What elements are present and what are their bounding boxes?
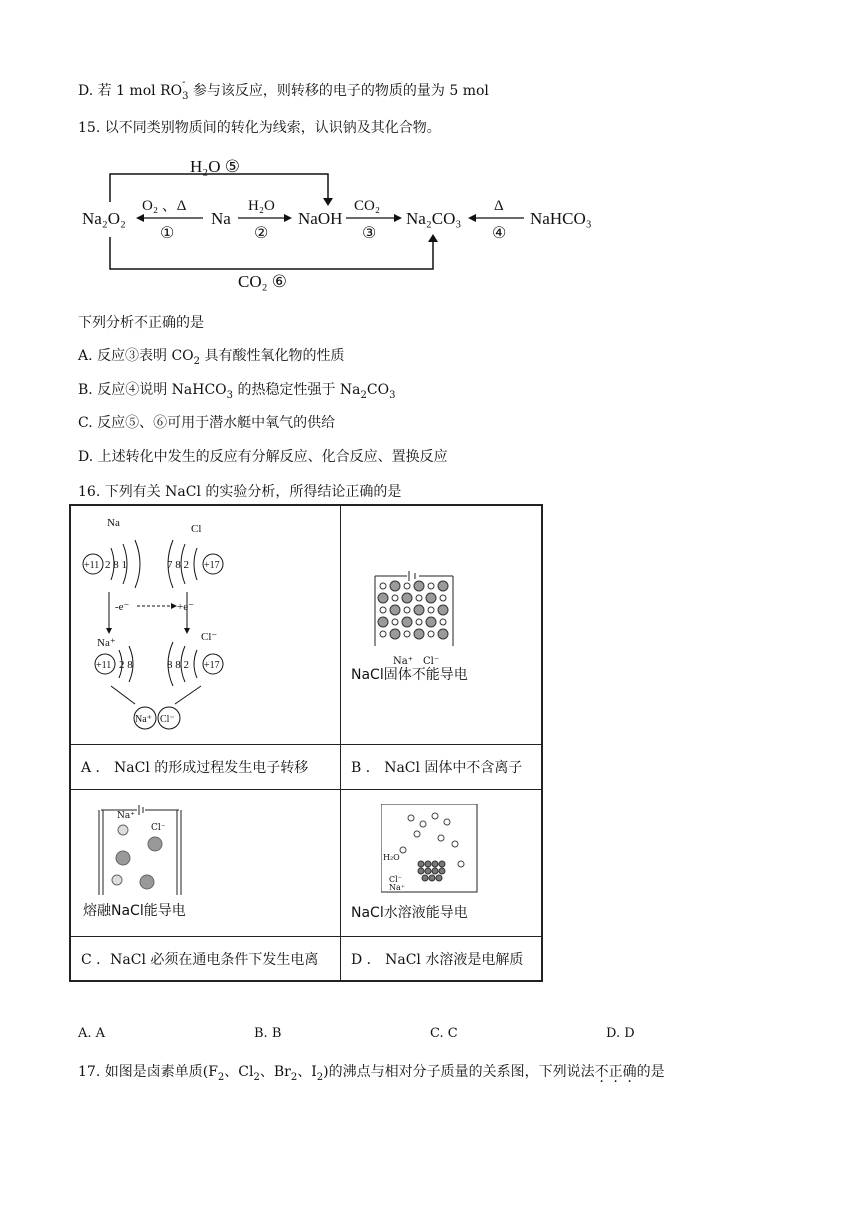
chloride-ion — [390, 581, 400, 591]
svg-text:②: ② — [254, 225, 269, 242]
sodium-ion — [380, 631, 386, 637]
chloride-ion — [378, 593, 388, 603]
svg-text:7 8 2: 7 8 2 — [167, 559, 189, 571]
sodium-ion — [380, 607, 386, 613]
cell-a-diagram — [70, 505, 341, 745]
chloride-ion — [390, 605, 400, 615]
q16-answer-a: A. A — [78, 1026, 106, 1041]
svg-text:+e⁻: +e⁻ — [177, 601, 194, 613]
svg-text:Cl⁻: Cl⁻ — [389, 875, 402, 884]
chloride-ion — [426, 593, 436, 603]
q16-answer-b: B. B — [254, 1026, 282, 1041]
svg-text:Cl⁻: Cl⁻ — [151, 823, 166, 833]
svg-text:+11: +11 — [96, 660, 112, 671]
cell-c-diagram — [70, 789, 341, 937]
svg-text:Cl⁻: Cl⁻ — [201, 631, 218, 643]
svg-text:Na⁺: Na⁺ — [117, 811, 135, 821]
q16-answer-d: D. D — [606, 1026, 635, 1041]
svg-text:H₂O: H₂O — [248, 198, 275, 214]
na2co3: Na₂CO₃ — [406, 209, 462, 228]
sodium-ion — [416, 619, 422, 625]
chloride-ion — [414, 581, 424, 591]
q14-option-d: D. 若 1 mol $RO_{3 -}$ 参与该反应，则转移的电子的物质的量为 5 mol — [78, 76, 489, 102]
svg-text:Na⁺: Na⁺ — [389, 883, 405, 892]
cell-c-caption: 熔融NaCl能导电 — [83, 903, 186, 919]
svg-text:2 8 1: 2 8 1 — [105, 559, 127, 571]
q15-option-b: B. 反应④说明 NaHCO$_3$ 的热稳定性强于 $Na_2CO_3$ — [78, 382, 396, 401]
q17-stem: 17. 如图是卤素单质($F_2$、$Cl_2$、$Br_2$、$I_2$)的沸点与相对分子质量的关系图，下列说法不正确的是 — [78, 1064, 665, 1083]
na: Na — [211, 209, 231, 228]
q15-option-d: D. 上述转化中发生的反应有分解反应、化合反应、置换反应 — [78, 449, 448, 465]
svg-text:①: ① — [160, 225, 175, 242]
svg-text:2 8: 2 8 — [119, 659, 133, 671]
q16-option-table — [69, 504, 543, 982]
sodium-ion — [440, 619, 446, 625]
q15-question: 下列分析不正确的是 — [78, 315, 204, 331]
chloride-ion — [390, 629, 400, 639]
svg-text:+17: +17 — [204, 660, 220, 671]
svg-text:Cl⁻: Cl⁻ — [160, 714, 175, 725]
cell-b-diagram — [340, 505, 542, 745]
sodium-ion — [404, 583, 410, 589]
chloride-ion — [438, 629, 448, 639]
svg-text:Cl⁻: Cl⁻ — [423, 656, 440, 667]
svg-text:④: ④ — [492, 225, 507, 242]
cell-c-text: C ．NaCl 必须在通电条件下发生电离 — [70, 936, 341, 981]
svg-text:O₂ 、Δ: O₂ 、Δ — [142, 198, 187, 214]
sodium-conversion-scheme — [78, 152, 618, 292]
chloride-ion — [378, 617, 388, 627]
q16-answer-c: C. C — [430, 1026, 458, 1041]
svg-text:8 8 2: 8 8 2 — [167, 659, 189, 671]
svg-text:Δ: Δ — [494, 198, 504, 214]
q15-stem: 15. 以不同类别物质间的转化为线索，认识钠及其化合物。 — [78, 120, 441, 136]
chloride-ion — [414, 629, 424, 639]
cell-d-text: D ． NaCl 水溶液是电解质 — [340, 936, 542, 981]
svg-text:+17: +17 — [204, 560, 220, 571]
q16-stem: 16. 下列有关 NaCl 的实验分析，所得结论正确的是 — [78, 484, 402, 500]
svg-text:Na⁺: Na⁺ — [393, 656, 413, 667]
svg-text:Cl: Cl — [191, 523, 202, 535]
chloride-ion — [438, 605, 448, 615]
svg-text:+11: +11 — [84, 560, 100, 571]
cell-d-diagram — [340, 789, 542, 937]
nacl-solution-diagram — [381, 804, 481, 896]
svg-text:H₂O: H₂O — [383, 853, 400, 862]
sodium-ion — [416, 595, 422, 601]
reaction6-label: CO₂ ⑥ — [238, 272, 288, 291]
chloride-ion — [402, 593, 412, 603]
svg-text:Na: Na — [107, 517, 120, 529]
reaction5-label: H₂O ⑤ — [190, 157, 240, 176]
sodium-ion — [380, 583, 386, 589]
sodium-ion — [428, 631, 434, 637]
sodium-ion — [440, 595, 446, 601]
svg-text:③: ③ — [362, 225, 377, 242]
svg-text:-e⁻: -e⁻ — [115, 601, 130, 613]
q15-option-a: A. 反应③表明 $CO_2$ 具有酸性氧化物的性质 — [78, 348, 345, 367]
svg-text:CO₂: CO₂ — [354, 198, 381, 214]
sodium-ion — [428, 583, 434, 589]
sodium-ion — [428, 607, 434, 613]
chloride-ion — [414, 605, 424, 615]
cell-a-text: A ． NaCl 的形成过程发生电子转移 — [70, 744, 341, 790]
ion-formation-diagram — [71, 506, 340, 744]
chloride-ion — [426, 617, 436, 627]
q15-option-c: C. 反应⑤、⑥可用于潜水艇中氧气的供给 — [78, 415, 336, 431]
naoh: NaOH — [298, 209, 343, 228]
cell-b-caption: NaCl固体不能导电 — [351, 667, 468, 683]
chloride-ion — [438, 581, 448, 591]
molten-nacl-diagram — [93, 800, 213, 910]
cell-b-text: B ． NaCl 固体中不含离子 — [340, 744, 542, 790]
sodium-ion — [404, 631, 410, 637]
cell-d-caption: NaCl水溶液能导电 — [351, 905, 468, 921]
svg-text:Na⁺: Na⁺ — [135, 714, 152, 725]
na2o2: Na₂O₂ — [82, 209, 126, 228]
sodium-ion — [404, 607, 410, 613]
sodium-ion — [392, 595, 398, 601]
nahco3: NaHCO₃ — [530, 209, 592, 228]
sodium-ion — [392, 619, 398, 625]
svg-text:Na⁺: Na⁺ — [97, 637, 116, 649]
chloride-ion — [402, 617, 412, 627]
nacl-solid-diagram — [341, 566, 541, 706]
